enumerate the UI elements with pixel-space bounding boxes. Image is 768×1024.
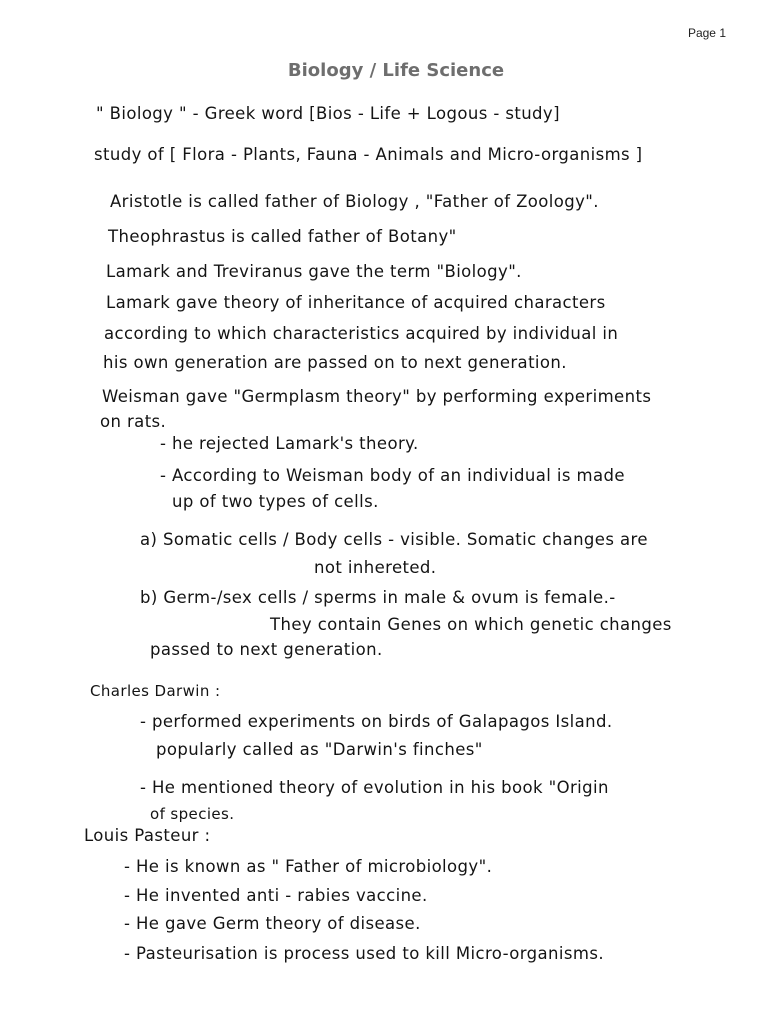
text-line: b) Germ-/sex cells / sperms in male & ovum is female.-	[140, 588, 616, 607]
text-line: passed to next generation.	[150, 640, 383, 659]
section-heading: Charles Darwin :	[90, 682, 221, 700]
text-line: - performed experiments on birds of Galapagos Island.	[140, 712, 613, 731]
text-line: on rats.	[100, 412, 167, 431]
text-line: study of [ Flora - Plants, Fauna - Animals and Micro-organisms ]	[94, 145, 643, 164]
text-line: Lamark gave theory of inheritance of acquired characters	[106, 293, 606, 312]
text-line: not inhereted.	[314, 558, 437, 577]
text-line: Aristotle is called father of Biology , "Father of Zoology".	[110, 192, 599, 211]
text-line: " Biology " - Greek word [Bios - Life + Logous - study]	[96, 104, 560, 123]
text-line: - He gave Germ theory of disease.	[124, 914, 421, 933]
section-heading: Louis Pasteur :	[84, 826, 211, 845]
text-line: a) Somatic cells / Body cells - visible. Somatic changes are	[140, 530, 648, 549]
text-line: - Pasteurisation is process used to kill Micro-organisms.	[124, 944, 604, 963]
text-line: his own generation are passed on to next generation.	[103, 353, 567, 372]
text-line: - he rejected Lamark's theory.	[160, 434, 419, 453]
text-line: of species.	[150, 805, 235, 823]
text-line: Lamark and Treviranus gave the term "Biology".	[106, 262, 522, 281]
page-title: Biology / Life Science	[287, 60, 505, 81]
page-number: Page 1	[687, 26, 726, 40]
text-line: They contain Genes on which genetic changes	[270, 615, 672, 634]
text-line: - He is known as " Father of microbiology".	[124, 857, 493, 876]
text-line: popularly called as "Darwin's finches"	[156, 740, 483, 759]
text-line: - He invented anti - rabies vaccine.	[124, 886, 428, 905]
text-line: - He mentioned theory of evolution in his book "Origin	[140, 778, 609, 797]
text-line: up of two types of cells.	[172, 492, 379, 511]
text-line: Theophrastus is called father of Botany"	[108, 227, 457, 246]
text-line: according to which characteristics acquired by individual in	[104, 324, 619, 343]
text-line: - According to Weisman body of an individual is made	[160, 466, 625, 485]
text-line: Weisman gave "Germplasm theory" by performing experiments	[102, 387, 652, 406]
